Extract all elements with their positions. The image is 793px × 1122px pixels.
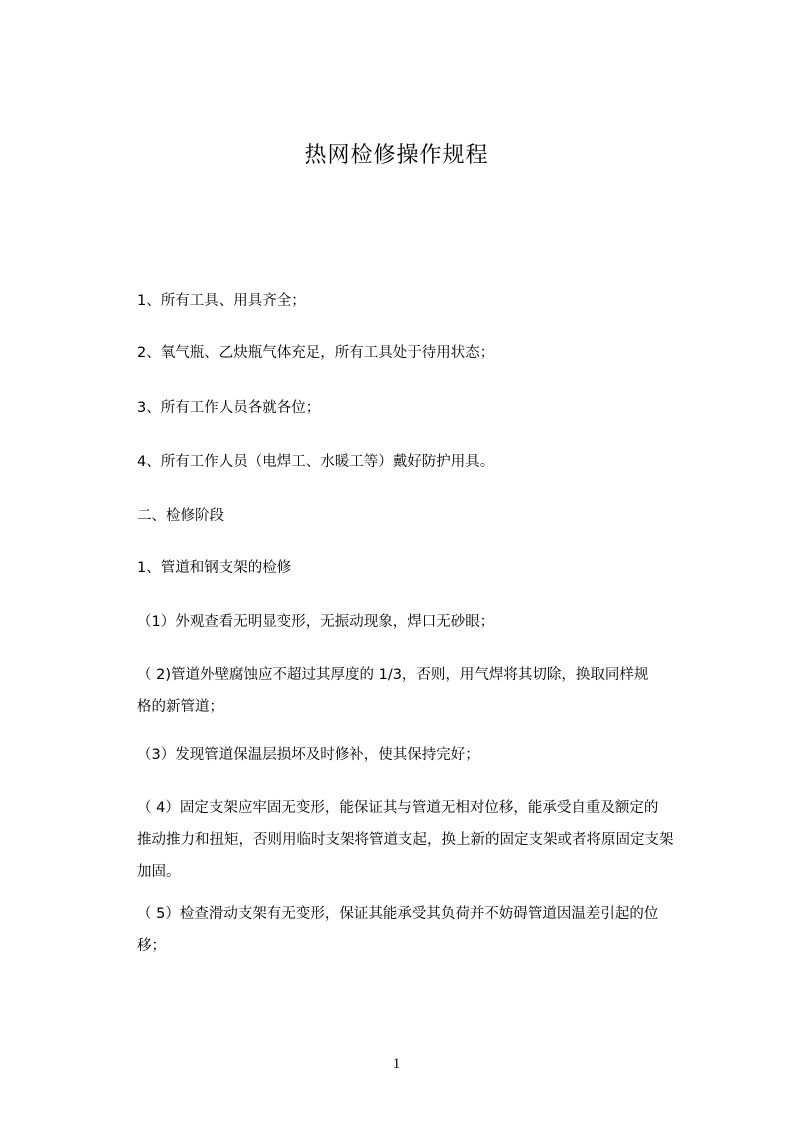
section-heading-maintenance — [137, 500, 717, 532]
text-line: 推动推力和扭矩，否则用临时支架将管道支起，换上新的固定支架或者将原固定支架 — [137, 832, 674, 848]
text-line: （ 5）检查滑动支架有无变形，保证其能承受其负荷并不妨碍管道因温差引起的位 — [137, 906, 659, 922]
text-line: （ 2)管道外壁腐蚀应不超过其厚度的 1/3，否则，用气焊将其切除，换取同样规 — [137, 667, 649, 683]
step-fixed-support — [137, 792, 717, 888]
text-line: 3、所有工作人员各就各位； — [137, 400, 321, 416]
document-title: 热网检修操作规程 — [304, 143, 489, 168]
text-line: （3）发现管道保温层损坏及时修补，使其保持完好； — [137, 747, 480, 763]
item-staff-in-place — [137, 392, 717, 424]
step-corrosion-check — [137, 659, 717, 723]
page-number: 1 — [392, 1056, 401, 1072]
text-line: 1、管道和钢支架的检修 — [137, 560, 292, 576]
item-gas-bottles — [137, 337, 717, 369]
step-insulation-repair — [137, 739, 717, 771]
text-line: 加固。 — [137, 864, 181, 880]
text-line: 2、氧气瓶、乙炔瓶气体充足，所有工具处于待用状态； — [137, 345, 495, 361]
item-protective-gear — [137, 446, 717, 478]
text-line: 二、检修阶段 — [137, 508, 224, 524]
item-tools-ready — [137, 285, 717, 317]
text-line: 1、所有工具、用具齐全； — [137, 293, 306, 309]
step-visual-inspection — [137, 606, 717, 638]
text-line: 格的新管道； — [137, 699, 224, 715]
step-sliding-support — [137, 898, 717, 962]
text-line: 移； — [137, 938, 166, 954]
subsection-pipes-supports — [137, 552, 717, 584]
text-line: （1）外观查看无明显变形，无振动现象，焊口无砂眼； — [137, 614, 495, 630]
text-line: 4、所有工作人员（电焊工、水暖工等）戴好防护用具。 — [137, 454, 495, 470]
text-line: （ 4）固定支架应牢固无变形，能保证其与管道无相对位移，能承受自重及额定的 — [137, 800, 659, 816]
